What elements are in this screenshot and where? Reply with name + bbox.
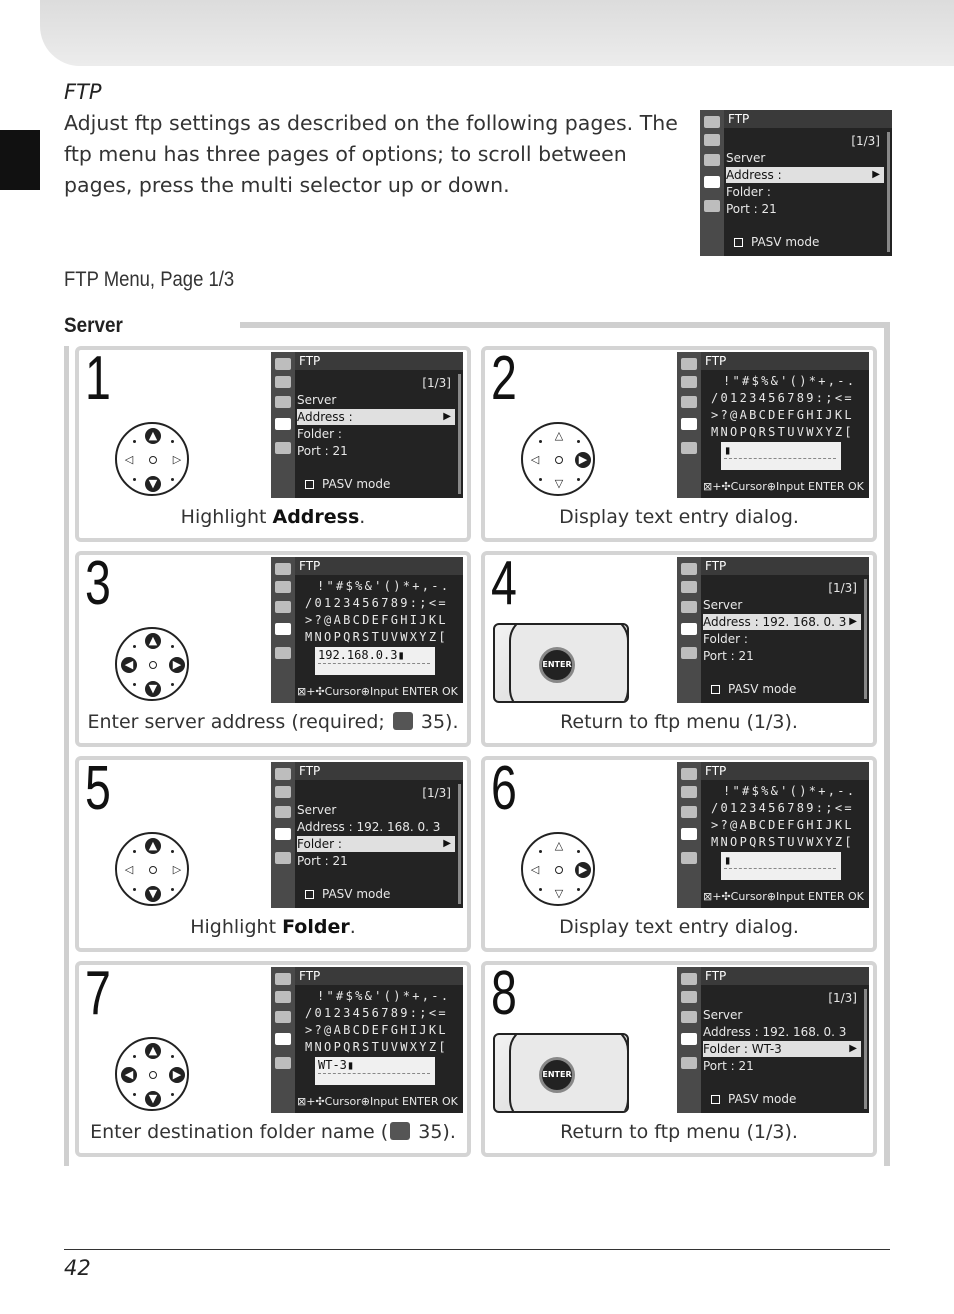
menu-row-address: Address : ▶ [726, 167, 884, 183]
camera-screen [677, 557, 869, 703]
camera-screen [271, 352, 463, 498]
arrow-right-icon: ▶ [169, 1067, 185, 1083]
menu-row-folder: Folder : [703, 632, 748, 646]
menu-icon-column [700, 110, 724, 256]
step-number: 7 [85, 959, 111, 1028]
arrow-left-icon: ◀ [121, 1067, 137, 1083]
menu-row-folder: Folder : [297, 427, 342, 441]
camera-screen [677, 762, 869, 908]
step-caption: Enter server address (required; 35). [87, 711, 459, 733]
server-heading: Server [64, 314, 123, 337]
step-number: 5 [85, 754, 111, 823]
step-5 [75, 756, 471, 952]
header-band [40, 0, 954, 66]
arrow-left-icon: ◁ [124, 453, 134, 466]
screen-title: FTP [701, 557, 869, 575]
menu-row-folder: Folder : WT-3 ▶ [703, 1041, 861, 1057]
arrow-up-icon: △ [554, 839, 564, 852]
menu-icon-column [677, 557, 701, 703]
menu-icon-column [677, 762, 701, 908]
step-3 [75, 551, 471, 747]
menu-row-pasv: PASV mode [305, 886, 390, 902]
keyboard-row-4: MNOPQRSTUVWXYZ[ [711, 425, 854, 439]
keyboard-row-4: MNOPQRSTUVWXYZ[ [305, 630, 448, 644]
arrow-up-icon: △ [554, 429, 564, 442]
step-8 [481, 961, 877, 1157]
step-2 [481, 346, 877, 542]
keyboard-row-1: !"#$%&'()*+,-. [317, 579, 451, 593]
menu-row-address: Address : 192. 168. 0. 3 [297, 820, 441, 834]
menu-row-address: Address : 192. 168. 0. 3 [703, 1025, 847, 1039]
enter-key: ENTER [539, 647, 575, 683]
arrow-up-icon: ▲ [145, 633, 161, 649]
screen-page: [1/3] [828, 991, 857, 1005]
keyboard-row-2: /0123456789:;<= [305, 1006, 448, 1020]
arrow-left-icon: ◁ [124, 863, 134, 876]
page-subtitle: FTP Menu, Page 1/3 [64, 268, 235, 291]
menu-icon-column [677, 352, 701, 498]
arrow-down-icon: ▼ [145, 476, 161, 492]
arrow-down-icon: ▽ [554, 887, 564, 900]
arrow-up-icon: ▲ [145, 428, 161, 444]
arrow-right-icon: ▷ [172, 453, 182, 466]
arrow-right-icon: ▷ [172, 863, 182, 876]
menu-row-address: Address : ▶ [297, 409, 455, 425]
multi-selector-icon [115, 422, 189, 496]
page-reference-icon [393, 712, 413, 730]
intro-paragraph: Adjust ftp settings as described on the following pages. The ftp menu has three pages of options; to scroll between pages, press the multi selector up or down. [64, 111, 678, 197]
menu-row-pasv: PASV mode [305, 476, 390, 492]
frame-right [884, 322, 890, 1166]
keyboard-row-3: >?@ABCDEFGHIJKL [305, 613, 448, 627]
menu-icon-column [271, 557, 295, 703]
keyboard-row-4: MNOPQRSTUVWXYZ[ [711, 835, 854, 849]
multi-selector-icon [521, 832, 595, 906]
keyboard-row-2: /0123456789:;<= [711, 391, 854, 405]
keyboard-row-1: !"#$%&'()*+,-. [723, 374, 857, 388]
screen-page: [1/3] [851, 134, 880, 148]
scrollbar [887, 132, 890, 252]
arrow-left-icon: ◀ [121, 657, 137, 673]
menu-row-address: Address : 192. 168. 0. 3 ▶ [703, 614, 861, 630]
arrow-down-icon: ▼ [145, 681, 161, 697]
camera-screen [271, 967, 463, 1113]
step-number: 1 [85, 344, 111, 413]
screen-page: [1/3] [422, 786, 451, 800]
enter-button-icon [493, 1033, 629, 1113]
menu-row-server: Server [297, 803, 337, 817]
scrollbar [458, 784, 461, 904]
arrow-left-icon: ◁ [530, 863, 540, 876]
menu-icon-column [677, 967, 701, 1113]
menu-icon-column [271, 762, 295, 908]
chapter-tab [0, 130, 40, 190]
arrow-down-icon: ▼ [145, 1091, 161, 1107]
camera-screen [677, 967, 869, 1113]
text-entry-field: WT-3▮ [315, 1057, 435, 1085]
screen-title: FTP [701, 967, 869, 985]
screen-title: FTP [701, 762, 869, 780]
step-number: 2 [491, 344, 517, 413]
screen-page: [1/3] [828, 581, 857, 595]
server-rule [240, 322, 890, 328]
screen-title: FTP [295, 557, 463, 575]
keyboard-row-4: MNOPQRSTUVWXYZ[ [305, 1040, 448, 1054]
camera-screen [271, 557, 463, 703]
arrow-right-icon: ▶ [575, 452, 591, 468]
menu-row-pasv: PASV mode [711, 1091, 796, 1107]
keyboard-row-1: !"#$%&'()*+,-. [723, 784, 857, 798]
keyboard-row-3: >?@ABCDEFGHIJKL [711, 818, 854, 832]
multi-selector-icon [521, 422, 595, 496]
text-entry-field: ▮ [721, 852, 841, 880]
step-number: 3 [85, 549, 111, 618]
screen-title: FTP [295, 762, 463, 780]
camera-screen [700, 110, 892, 256]
step-number: 8 [491, 959, 517, 1028]
arrow-right-icon: ▶ [575, 862, 591, 878]
step-7 [75, 961, 471, 1157]
menu-row-port: Port : 21 [297, 444, 348, 458]
step-caption: Enter destination folder name ( 35). [90, 1121, 456, 1143]
step-caption: Return to ftp menu (1/3). [560, 711, 798, 733]
keyboard-row-2: /0123456789:;<= [711, 801, 854, 815]
scrollbar [864, 989, 867, 1109]
menu-row-port: Port : 21 [297, 854, 348, 868]
menu-row-port: Port : 21 [703, 1059, 754, 1073]
keyboard-row-1: !"#$%&'()*+,-. [317, 989, 451, 1003]
step-caption: Display text entry dialog. [559, 506, 799, 528]
keyboard-row-3: >?@ABCDEFGHIJKL [711, 408, 854, 422]
menu-row-port: Port : 21 [703, 649, 754, 663]
multi-selector-icon [115, 627, 189, 701]
multi-selector-icon [115, 1037, 189, 1111]
menu-row-port: Port : 21 [726, 202, 777, 216]
camera-screen [677, 352, 869, 498]
keyboard-row-3: >?@ABCDEFGHIJKL [305, 1023, 448, 1037]
keyboard-row-2: /0123456789:;<= [305, 596, 448, 610]
step-caption: Return to ftp menu (1/3). [560, 1121, 798, 1143]
screen-title: FTP [295, 352, 463, 370]
keyboard-footer: ⊠+✣Cursor⊕Input ENTER OK [703, 890, 864, 903]
menu-row-pasv: PASV mode [711, 681, 796, 697]
footer-rule [64, 1249, 890, 1250]
menu-row-folder: Folder : ▶ [297, 836, 455, 852]
arrow-up-icon: ▲ [145, 1043, 161, 1059]
camera-screen [271, 762, 463, 908]
keyboard-footer: ⊠+✣Cursor⊕Input ENTER OK [297, 685, 458, 698]
keyboard-footer: ⊠+✣Cursor⊕Input ENTER OK [703, 480, 864, 493]
hero-screen [700, 110, 892, 256]
multi-selector-icon [115, 832, 189, 906]
screen-page: [1/3] [422, 376, 451, 390]
screen-title: FTP [724, 110, 892, 128]
menu-row-pasv: PASV mode [734, 234, 819, 250]
menu-row-server: Server [726, 151, 766, 165]
screen-title: FTP [295, 967, 463, 985]
menu-row-server: Server [703, 1008, 743, 1022]
screen-title: FTP [701, 352, 869, 370]
arrow-down-icon: ▽ [554, 477, 564, 490]
step-caption: Highlight Address. [180, 506, 366, 528]
menu-icon-column [271, 967, 295, 1113]
page-number: 42 [64, 1256, 91, 1280]
section-heading: FTP [64, 80, 102, 104]
keyboard-footer: ⊠+✣Cursor⊕Input ENTER OK [297, 1095, 458, 1108]
text-entry-field: ▮ [721, 442, 841, 470]
step-caption: Highlight Folder. [190, 916, 356, 938]
step-caption: Display text entry dialog. [559, 916, 799, 938]
enter-button-icon [493, 623, 629, 703]
arrow-right-icon: ▶ [169, 657, 185, 673]
enter-key: ENTER [539, 1057, 575, 1093]
page-reference-icon [390, 1122, 410, 1140]
frame-left [64, 346, 69, 1166]
step-6 [481, 756, 877, 952]
step-4 [481, 551, 877, 747]
text-entry-field: 192.168.0.3▮ [315, 647, 435, 675]
scrollbar [458, 374, 461, 494]
step-number: 4 [491, 549, 517, 618]
scrollbar [864, 579, 867, 699]
step-1 [75, 346, 471, 542]
menu-row-server: Server [703, 598, 743, 612]
step-number: 6 [491, 754, 517, 823]
menu-row-folder: Folder : [726, 185, 771, 199]
arrow-down-icon: ▼ [145, 886, 161, 902]
arrow-left-icon: ◁ [530, 453, 540, 466]
arrow-up-icon: ▲ [145, 838, 161, 854]
menu-icon-column [271, 352, 295, 498]
menu-row-server: Server [297, 393, 337, 407]
